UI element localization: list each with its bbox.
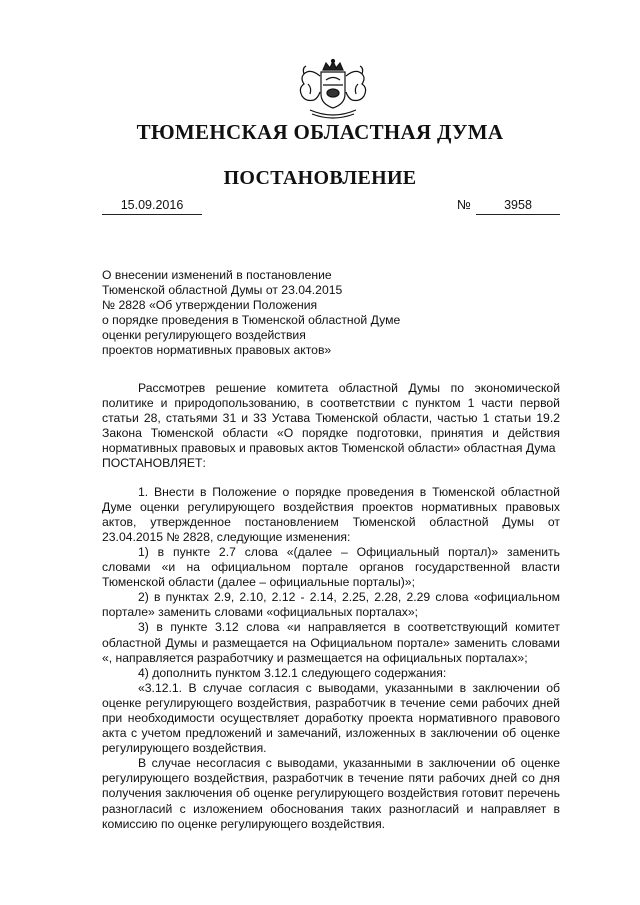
item-paragraph: 3) в пункте 3.12 слова «и направляется в соответствующий комитет областной Думы и размещается на Официальном портале» заменить словами «, направляется разработчику и размещается на официальных порталах»;	[102, 620, 560, 665]
title-line: № 2828 «Об утверждении Положения	[102, 298, 318, 313]
item-paragraph: «3.12.1. В случае согласия с выводами, указанными в заключении об оценке регулирующего воздействия, разработчик в течение семи рабочих дней при необходимости осуществляет доработку проекта нормативного правового акта с учетом предложений и замечаний, изложенных в заключении об оценке регулирующего воздействия.	[102, 680, 560, 756]
resolution-title	[102, 268, 422, 359]
item-paragraph: 1) в пункте 2.7 слова «(далее – Официальный портал)» заменить словами «и на официальном портале органов государственной власти Тюменской области (далее – официальные порталы)»;	[102, 544, 560, 590]
document-type-heading: ПОСТАНОВЛЕНИЕ	[223, 167, 417, 189]
title-line: Тюменской областной Думы от 23.04.2015	[102, 283, 343, 298]
item-paragraph: В случае несогласия с выводами, указанными в заключении об оценке регулирующего воздействия, разработчик в течение пяти рабочих дней со дня получения заключения об оценке регулирующего воздействия готовит перечень разногласий с изложением обоснования таких разногласий и направляет в комиссию по оценке регулирующего воздействия.	[102, 756, 560, 831]
number-sign: №	[457, 197, 471, 212]
organization-title: ТЮМЕНСКАЯ ОБЛАСТНАЯ ДУМА	[136, 120, 504, 144]
item-paragraph: 4) дополнить пунктом 3.12.1 следующего содержания:	[138, 665, 447, 680]
item-paragraph: 1. Внести в Положение о порядке проведения в Тюменской областной Думе оценки регулирующего воздействия проектов нормативных правовых актов, утвержденное постановлением Тюменской областной Думы от 23.04.2015 № 2828, следующие изменения:	[102, 484, 560, 544]
item-paragraph: 2) в пунктах 2.9, 2.10, 2.12 - 2.14, 2.25, 2.28, 2.29 слова «официальном портале» заменить словами «официальных порталах»;	[102, 590, 560, 620]
coat-of-arms-icon	[290, 58, 376, 122]
title-line: проектов нормативных правовых актов»	[102, 343, 332, 358]
title-line: оценки регулирующего воздействия	[102, 328, 306, 343]
preamble-paragraph: Рассмотрев решение комитета областной Думы по экономической политике и природопользованию, в соответствии с пунктом 1 части первой статьи 28, статьями 31 и 33 Устава Тюменской области, частью 1 статьи 19.2 Закона Тюменской области «О порядке подготовки, принятия и действия нормативных правовых и правовых актов Тюменской области» областная Дума	[102, 381, 560, 456]
resolves-word: ПОСТАНОВЛЯЕТ:	[102, 456, 206, 471]
title-line: О внесении изменений в постановление	[102, 268, 332, 282]
resolution-body	[102, 381, 560, 832]
document-date: 15.09.2016	[102, 196, 202, 215]
title-line: о порядке проведения в Тюменской областной Думе	[102, 313, 401, 328]
document-number: 3958	[476, 196, 560, 215]
